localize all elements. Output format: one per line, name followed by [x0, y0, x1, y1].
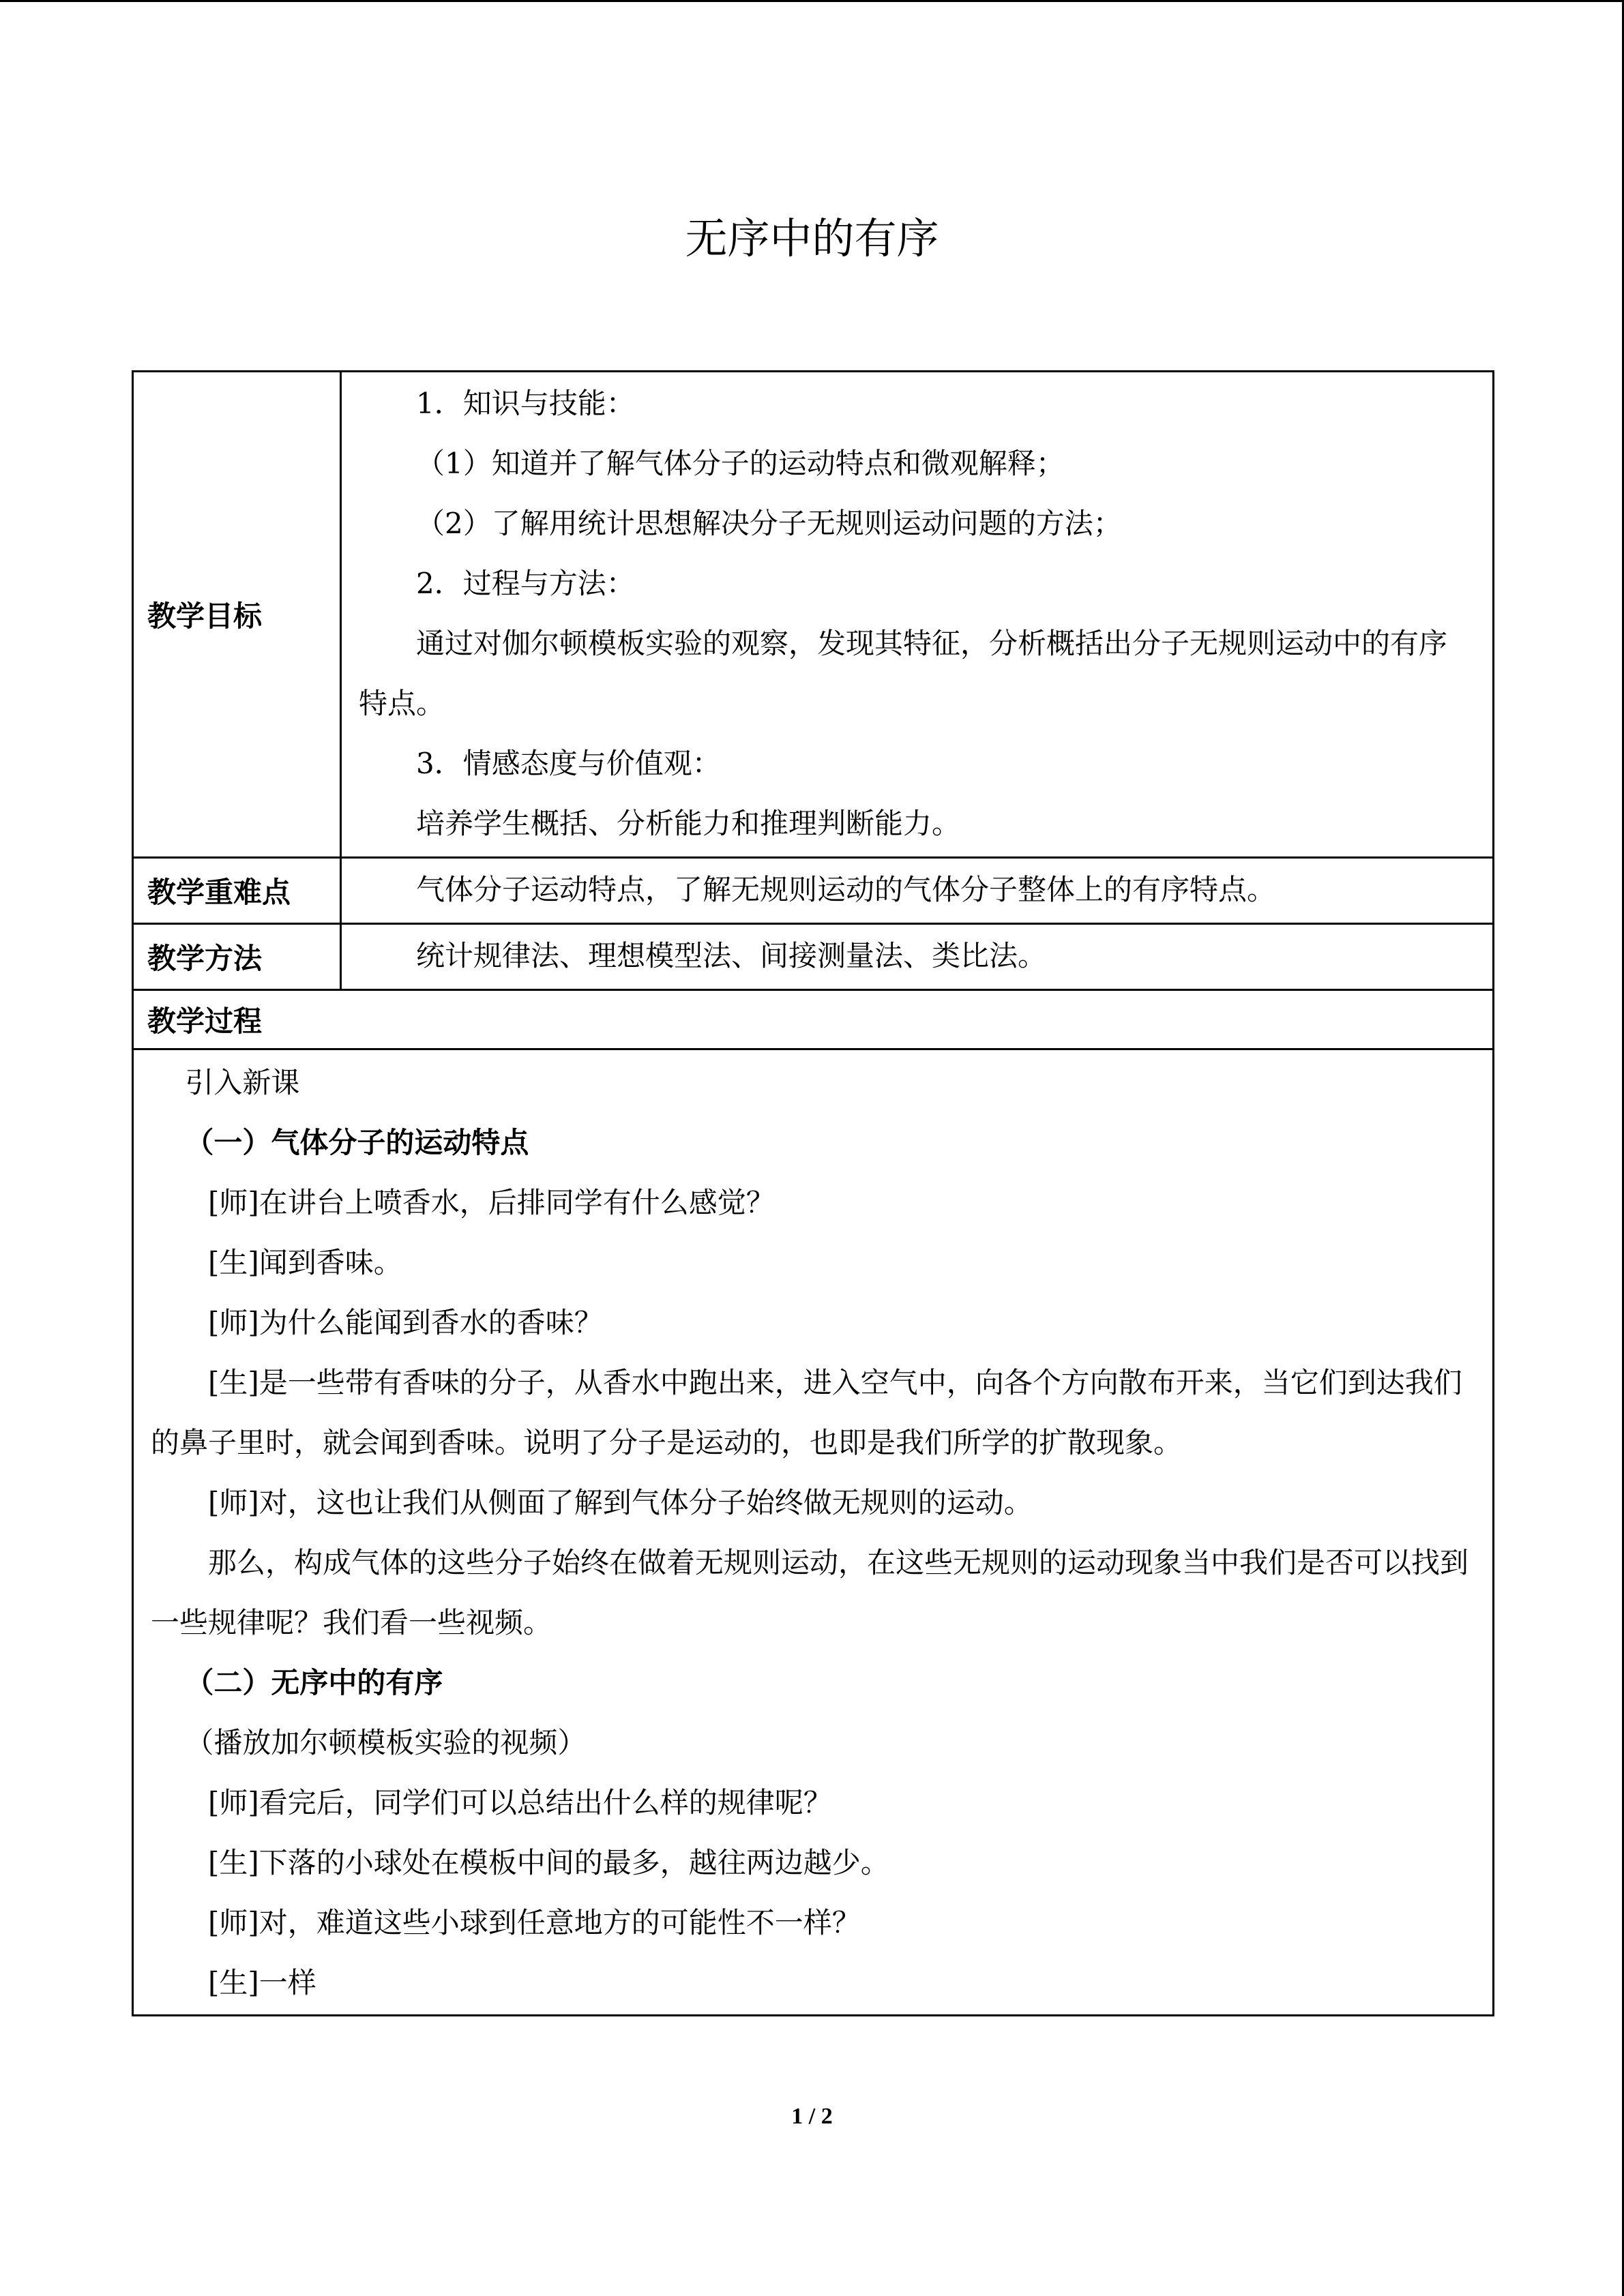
process-paragraph: 引入新课 — [185, 1066, 300, 1099]
objectives-line: 培养学生概括、分析能力和推理判断能力。 — [416, 807, 961, 840]
process-paragraph: [师]为什么能闻到香水的香味？ — [208, 1306, 603, 1339]
key-points-label: 教学重难点 — [133, 858, 341, 924]
process-content — [133, 1049, 1494, 2016]
methods-text: 统计规律法、理想模型法、间接测量法、类比法。 — [416, 939, 1047, 972]
process-paragraph: [师]看完后，同学们可以总结出什么样的规律呢？ — [208, 1786, 832, 1819]
process-paragraph: [生]一样 — [208, 1966, 316, 1999]
process-paragraph: [师]对，难道这些小球到任意地方的可能性不一样？ — [208, 1906, 861, 1939]
process-body-row — [133, 1049, 1494, 2016]
process-label: 教学过程 — [133, 990, 1494, 1049]
objectives-line: （2）了解用统计思想解决分子无规则运动问题的方法； — [416, 507, 1122, 540]
methods-row — [133, 924, 1494, 990]
methods-label: 教学方法 — [133, 924, 341, 990]
process-section-heading: （二）无序中的有序 — [185, 1666, 443, 1699]
page-title: 无序中的有序 — [685, 213, 939, 263]
objectives-row — [133, 372, 1494, 858]
process-paragraph: （播放加尔顿模板实验的视频） — [185, 1726, 587, 1759]
process-section-heading: （一）气体分子的运动特点 — [185, 1126, 529, 1159]
process-paragraph: [师]在讲台上喷香水，后排同学有什么感觉？ — [208, 1186, 775, 1219]
process-paragraph: [师]对，这也让我们从侧面了解到气体分子始终做无规则的运动。 — [208, 1486, 1033, 1519]
objectives-line: 3．情感态度与价值观： — [416, 747, 721, 780]
key-points-row — [133, 858, 1494, 924]
methods-content — [341, 924, 1494, 990]
process-paragraph: [生]下落的小球处在模板中间的最多，越往两边越少。 — [208, 1846, 889, 1879]
key-points-content — [341, 858, 1494, 924]
process-paragraph: [生]是一些带有香味的分子，从香水中跑出来，进入空气中，向各个方向散布开来，当它们到达我们的鼻子里时，就会闻到香味。说明了分子是运动的，也即是我们所学的扩散现象。 — [151, 1366, 1462, 1459]
process-paragraph: 那么，构成气体的这些分子始终在做着无规则运动，在这些无规则的运动现象当中我们是否可以找到一些规律呢？我们看一些视频。 — [151, 1546, 1469, 1639]
objectives-line: （1）知道并了解气体分子的运动特点和微观解释； — [416, 447, 1065, 480]
process-header-row — [133, 990, 1494, 1049]
lesson-plan-table — [132, 370, 1494, 2016]
objectives-line: 通过对伽尔顿模板实验的观察，发现其特征，分析概括出分子无规则运动中的有序特点。 — [359, 627, 1448, 720]
key-points-text: 气体分子运动特点，了解无规则运动的气体分子整体上的有序特点。 — [416, 873, 1276, 906]
objectives-line: 2．过程与方法： — [416, 567, 635, 600]
objectives-content — [341, 372, 1494, 858]
page-frame-top — [0, 0, 1624, 2]
objectives-line: 1．知识与技能： — [416, 387, 635, 420]
process-paragraph: [生]闻到香味。 — [208, 1246, 402, 1279]
objectives-label: 教学目标 — [133, 372, 341, 858]
page-number: 1 / 2 — [791, 2104, 833, 2129]
